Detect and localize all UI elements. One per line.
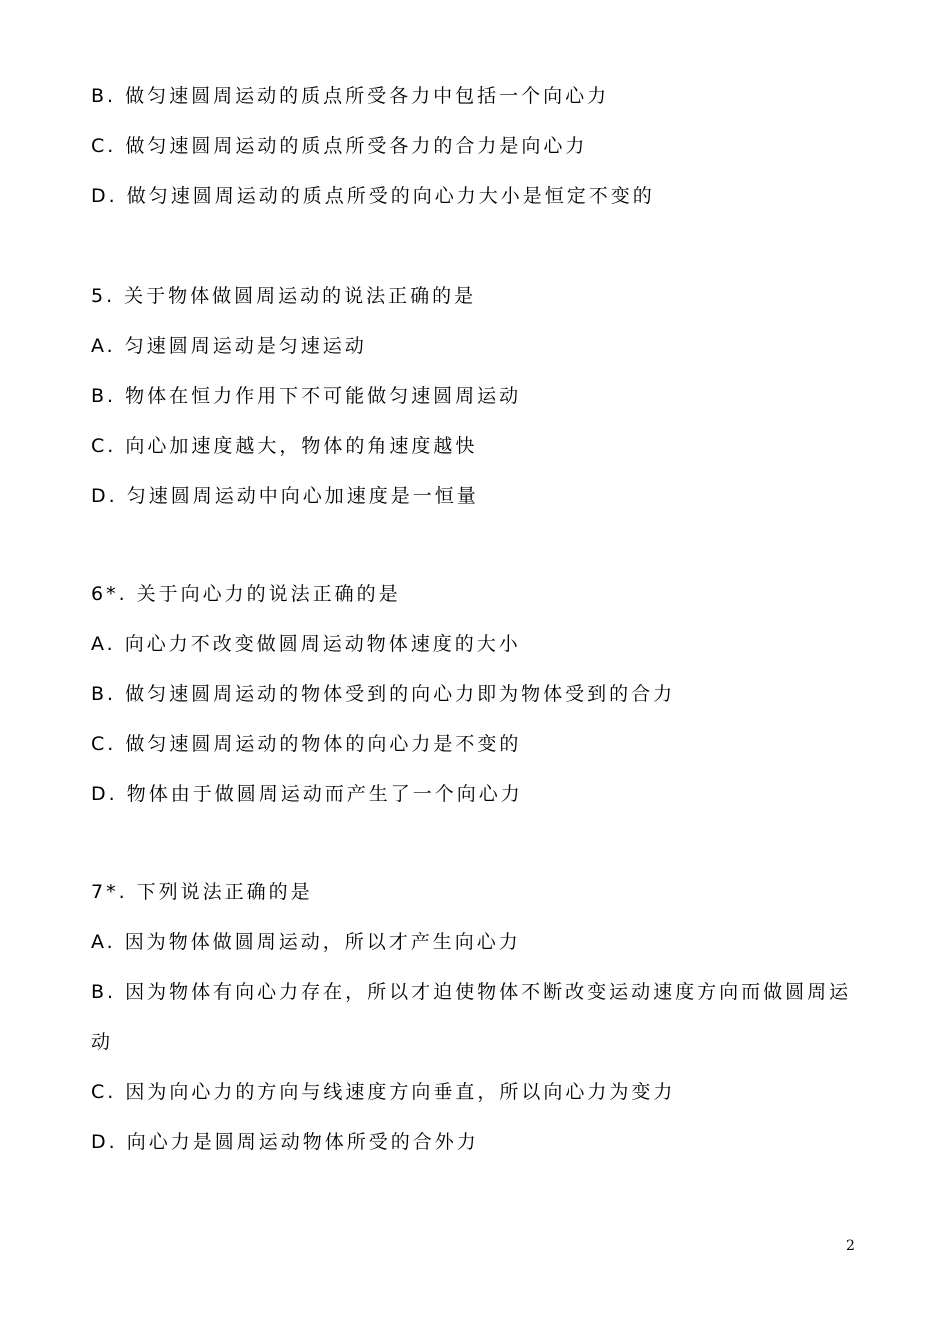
q6-stem: 6*. 关于向心力的说法正确的是	[91, 583, 401, 605]
q6-option-d: D. 物体由于做圆周运动而产生了一个向心力	[91, 783, 523, 805]
q4-option-d: D. 做匀速圆周运动的质点所受的向心力大小是恒定不变的	[91, 185, 655, 207]
q7-stem: 7*. 下列说法正确的是	[91, 881, 313, 903]
q4-option-b: B. 做匀速圆周运动的质点所受各力中包括一个向心力	[91, 85, 610, 107]
q6-option-c: C. 做匀速圆周运动的物体的向心力是不变的	[91, 733, 522, 755]
page-number: 2	[846, 1238, 855, 1254]
q7-option-d: D. 向心力是圆周运动物体所受的合外力	[91, 1131, 479, 1153]
q4-option-c: C. 做匀速圆周运动的质点所受各力的合力是向心力	[91, 135, 588, 157]
q7-option-b-line1: B. 因为物体有向心力存在，所以才迫使物体不断改变运动速度方向而做圆周运	[91, 981, 852, 1003]
q5-option-b: B. 物体在恒力作用下不可能做匀速圆周运动	[91, 385, 522, 407]
q6-option-a: A. 向心力不改变做圆周运动物体速度的大小	[91, 633, 521, 655]
q5-option-c: C. 向心加速度越大，物体的角速度越快	[91, 435, 478, 457]
q7-option-c: C. 因为向心力的方向与线速度方向垂直，所以向心力为变力	[91, 1081, 676, 1103]
q7-option-b-line2: 动	[91, 1031, 114, 1053]
q5-stem: 5. 关于物体做圆周运动的说法正确的是	[91, 285, 477, 307]
q5-option-a: A. 匀速圆周运动是匀速运动	[91, 335, 367, 357]
q6-option-b: B. 做匀速圆周运动的物体受到的向心力即为物体受到的合力	[91, 683, 676, 705]
q7-option-a: A. 因为物体做圆周运动，所以才产生向心力	[91, 931, 521, 953]
q5-option-d: D. 匀速圆周运动中向心加速度是一恒量	[91, 485, 479, 507]
